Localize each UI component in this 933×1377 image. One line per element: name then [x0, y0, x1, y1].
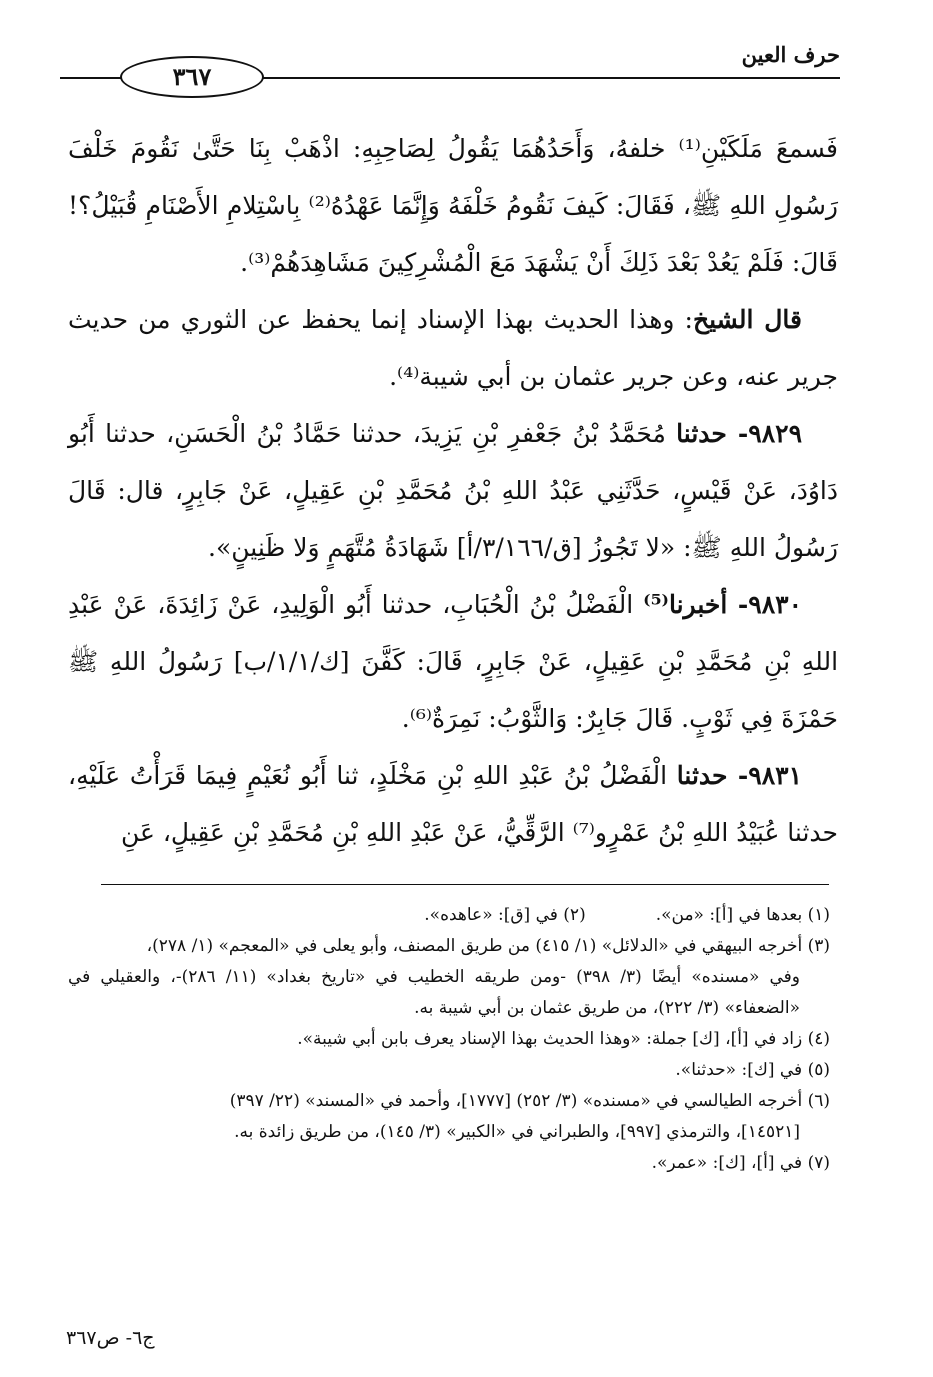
- hadith-text: الْفَضْلُ بْنُ عَبْدِ اللهِ بْنِ مَخْلَدٍ، ثنا أَبُو نُعَيْمٍ فِيمَا قَرَأْتُ عَلَيْهِ، حدثنا عُبَيْدُ اللهِ بْنُ عَمْرٍو⁽⁷⁾ الرَّقِّيُّ، عَنْ عَبْدِ اللهِ بْنِ مُحَمَّدِ بْنِ عَقِيلٍ، عَنِ: [68, 761, 838, 847]
- page-number-badge: ٣٦٧: [120, 56, 264, 98]
- paragraph: [68, 291, 838, 405]
- hadith-text: الْفَضْلُ بْنُ الْحُبَابِ، حدثنا أَبُو الْوَلِيدِ، عَنْ زَائِدَةَ، عَنْ عَبْدِ اللهِ بْنِ مُحَمَّدِ بْنِ عَقِيلٍ، عَنْ جَابِرٍ، قَالَ: كَفَّنَ [ك/١/١/ب] رَسُولُ اللهِ ﷺ حَمْزَةَ فِي ثَوْبٍ. قَالَ جَابِرٌ: وَالثَّوْبُ: نَمِرَةٌ⁽⁶⁾.: [68, 590, 839, 733]
- hadith-number: ٩٨٣٠- أخبرنا⁽⁵⁾: [643, 590, 802, 619]
- hadith-9831: [68, 747, 838, 861]
- hadith-9830: [68, 576, 838, 747]
- hadith-number: ٩٨٢٩- حدثنا: [676, 419, 802, 448]
- hadith-9829: [68, 405, 838, 576]
- paragraph: [68, 120, 838, 291]
- volume-page-reference: ج٦- ص٣٦٧: [66, 1327, 155, 1349]
- footnote-1: (١) بعدها في [أ]: «من».: [655, 905, 830, 925]
- page-header: [60, 40, 840, 96]
- footnote-3-continued: وفي «مسنده» أيضًا (٣/ ٣٩٨) -ومن طريقه الخطيب في «تاريخ بغداد» (١١/ ٢٨٦)-، والعقيلي في «الضعفاء» (٣/ ٢٢٢)، من طريق عثمان بن أبي شيبة به.: [68, 967, 800, 1018]
- hadith-text: مُحَمَّدُ بْنُ جَعْفرِ بْنِ يَزِيدَ، حدثنا حَمَّادُ بْنُ الْحَسَنِ، حدثنا أَبُو دَاوُدَ، عَنْ قَيْسٍ، حَدَّثَنِي عَبْدُ اللهِ بْنُ مُحَمَّدِ بْنِ عَقِيلٍ، عَنْ جَابِرٍ، قال: قَالَ رَسُولُ اللهِ ﷺ: «لا تَجُوزُ [ق/٣/١٦٦/أ] شَهَادَةُ مُتَّهَمٍ وَلا ظَنِينٍ».: [68, 419, 838, 562]
- paragraph-text: فَسمعَ مَلَكَيْنِ⁽¹⁾ خلفهُ، وَأَحَدُهُمَا يَقُولُ لِصَاحِبِهِ: اذْهَبْ بِنَا حَتَّىٰ نَقُومَ خَلْفَ رَسُولِ اللهِ ﷺ، فَقَالَ: كَيفَ نَقُومُ خَلْفَهُ وَإِنَّمَا عَهْدُهُ⁽²⁾ بِاسْتِلامِ الأَصْنَامِ قُبَيْلُ؟! قَالَ: فَلَمْ يَعُدْ بَعْدَ ذَلِكَ أَنْ يَشْهَدَ مَعَ الْمُشْرِكِينَ مَشَاهِدَهُمْ⁽³⁾.: [68, 134, 839, 277]
- footnote-4: (٤) زاد في [أ]، [ك] جملة: «وهذا الحديث بهذا الإسناد يعرف بابن أبي شيبة».: [297, 1029, 830, 1049]
- paragraph-lead: قال الشيخ: [692, 305, 803, 334]
- footnote-5: (٥) في [ك]: «حدثنا».: [675, 1060, 830, 1080]
- hadith-number: ٩٨٣١- حدثنا: [676, 761, 802, 790]
- main-text: [68, 120, 838, 861]
- paragraph-text: : وهذا الحديث بهذا الإسناد إنما يحفظ عن الثوري من حديث جرير عنه، وعن جرير عثمان بن أبي شيبة⁽⁴⁾.: [68, 305, 838, 391]
- footnote-row: [68, 900, 830, 931]
- footnote-6-continued: [١٤٥٢١]، والترمذي [٩٩٧]، والطبراني في «الكبير» (٣/ ١٤٥)، من طريق زائدة به.: [234, 1122, 800, 1142]
- footnote-7: (٧) في [أ]، [ك]: «عمر».: [651, 1153, 830, 1173]
- footnotes: [68, 900, 830, 1179]
- footnote-3: (٣) أخرجه البيهقي في «الدلائل» (١/ ٤١٥) من طريق المصنف، وأبو يعلى في «المعجم» (١/ ٢٧٨)،: [146, 936, 830, 956]
- footnote-divider: [101, 884, 829, 885]
- footnote-2: (٢) في [ق]: «عاهده».: [424, 905, 586, 925]
- chapter-title: حرف العين: [741, 42, 840, 67]
- footnote-6: (٦) أخرجه الطيالسي في «مسنده» (٣/ ٢٥٢) [١٧٧٧]، وأحمد في «المسند» (٢٢/ ٣٩٧): [229, 1091, 830, 1111]
